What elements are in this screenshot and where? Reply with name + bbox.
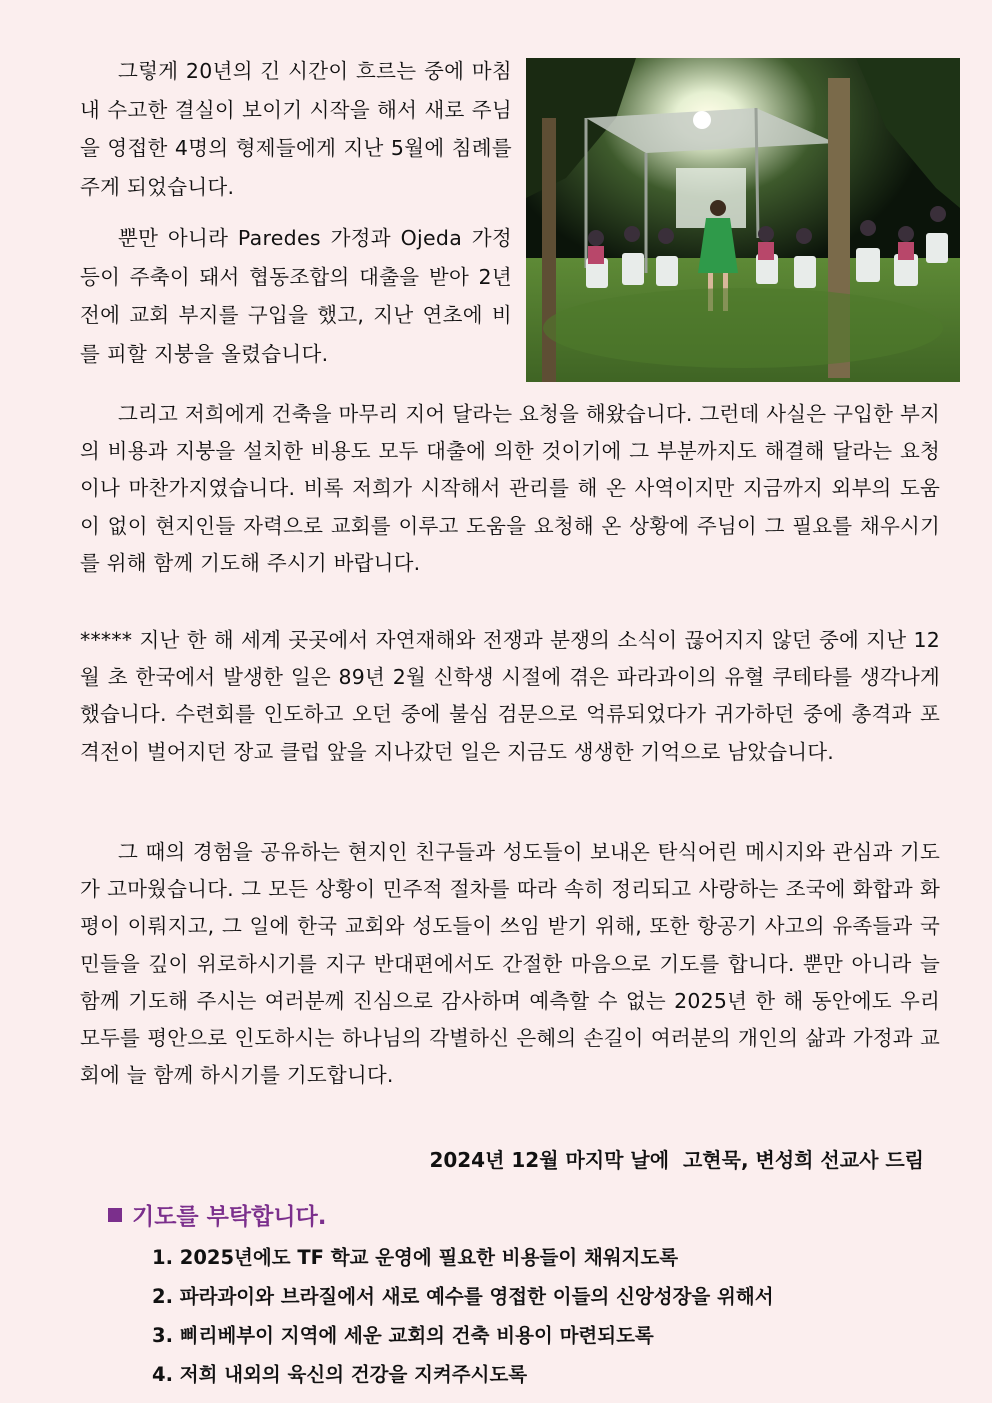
- prayer-request-title: 기도를 부탁합니다.: [132, 1204, 327, 1230]
- building-request-section: [80, 396, 940, 582]
- prayer-item: 4. 저희 내외의 육신의 건강을 지켜주시도록: [152, 1363, 528, 1386]
- church-gathering-photo: [526, 58, 960, 382]
- intro-text: [80, 52, 512, 386]
- intro-paragraph-1: 그렇게 20년의 긴 시간이 흐르는 중에 마침내 수고한 결실이 보이기 시작을 해서 새로 주님을 영접한 4명의 형제들에게 지난 5월에 침례를 주게 되었습니다.: [80, 59, 512, 199]
- prayer-item: 1. 2025년에도 TF 학교 운영에 필요한 비용들이 채워지도록: [152, 1246, 679, 1269]
- prayer-request-list: [152, 1238, 774, 1394]
- square-bullet-icon: [108, 1208, 122, 1222]
- night-gathering-illustration: [526, 58, 960, 382]
- thanks-paragraph: 그 때의 경험을 공유하는 현지인 친구들과 성도들이 보내온 탄식어린 메시지와 관심과 기도가 고마웠습니다. 그 모든 상황이 민주적 절차를 따라 속히 정리되고 사랑하는 조국에 화합과 화평이 이뤄지고, 그 일에 한국 교회와 성도들이 쓰임 받기 위해, 또한 항공기 사고의 유족들과 국민들을 깊이 위로하시기를 지구 반대편에서도 간절한 마음으로 기도를 합니다. 뿐만 아니라 늘 함께 기도해 주시는 여러분께 진심으로 감사하며 예측할 수 없는 2025년 한 해 동안에도 우리 모두를 평안으로 인도하시는 하나님의 각별하신 은혜의 손길이 여러분의 개인의 삶과 가정과 교회에 늘 함께 하시기를 기도합니다.: [80, 840, 940, 1088]
- prayer-item: 3. 삐리베부이 지역에 세운 교회의 건축 비용이 마련되도록: [152, 1324, 654, 1347]
- news-section: [80, 622, 940, 771]
- news-paragraph: ***** 지난 한 해 세계 곳곳에서 자연재해와 전쟁과 분쟁의 소식이 끊어지지 않던 중에 지난 12월 초 한국에서 발생한 일은 89년 2월 신학생 시절에 겪은 파라과이의 유혈 쿠테타를 생각나게 했습니다. 수련회를 인도하고 오던 중에 불심 검문으로 억류되었다가 귀가하던 중에 총격과 포격전이 벌어지던 장교 클럽 앞을 지나갔던 일은 지금도 생생한 기억으로 남았습니다.: [80, 628, 940, 764]
- signature: 2024년 12월 마지막 날에 고현묵, 변성희 선교사 드림: [429, 1148, 924, 1172]
- intro-paragraph-2: 뿐만 아니라 Paredes 가정과 Ojeda 가정 등이 주축이 돼서 협동조합의 대출을 받아 2년 전에 교회 부지를 구입을 했고, 지난 연초에 비를 피할 지붕을 올렸습니다.: [80, 226, 512, 366]
- thanks-section: [80, 834, 940, 1094]
- building-request-paragraph: 그리고 저희에게 건축을 마무리 지어 달라는 요청을 해왔습니다. 그런데 사실은 구입한 부지의 비용과 지붕을 설치한 비용도 모두 대출에 의한 것이기에 그 부분까지도 해결해 달라는 요청이나 마찬가지였습니다. 비록 저희가 시작해서 관리를 해 온 사역이지만 지금까지 외부의 도움이 없이 현지인들 자력으로 교회를 이루고 도움을 요청해 온 상황에 주님이 그 필요를 채우시기를 위해 함께 기도해 주시기 바랍니다.: [80, 402, 940, 575]
- prayer-request-heading: [108, 1198, 327, 1231]
- prayer-item: 2. 파라과이와 브라질에서 새로 예수를 영접한 이들의 신앙성장을 위해서: [152, 1285, 774, 1308]
